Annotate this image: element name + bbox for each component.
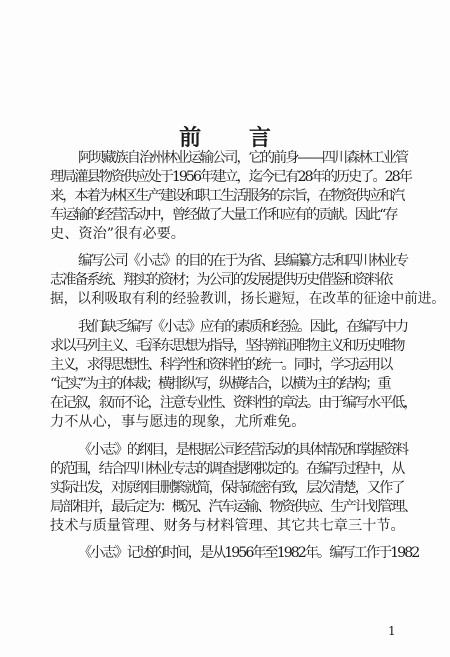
text-line: “记实”为主的体裁；横排纵写，纵横结合，以横为主的结构；重 xyxy=(50,376,390,392)
text-line: 史、资治”很有必要。 xyxy=(50,226,185,242)
text-line: 的范围，结合四川林业专志的调查提纲拟定的。在编写过程中，从 xyxy=(50,461,404,477)
text-line: 来，本着为林区生产建设和职工生活服务的宗旨，在物资供应和汽 xyxy=(50,188,404,204)
text-line: 在记叙，叙而不论，注意专业性、资料性的章法。由于编写水平低， xyxy=(50,395,416,411)
text-line: 实际出发，对原纲目删繁就简，保持疏密有致，层次清楚，又作了 xyxy=(50,480,404,496)
text-line: 阿坝藏族自治州林业运输公司，它的前身——四川森林工业管 xyxy=(78,150,408,166)
text-line: 求以马列主义、毛泽东思想为指导，坚持辩证唯物主义和历史唯物 xyxy=(50,338,404,354)
text-line: 理局灌县物资供应处于1956年建立，迄今已有28年的历史了。28年 xyxy=(50,169,411,185)
text-line: 局部相并，最后定为：概况、汽车运输、物资供应、生产计划管理、 xyxy=(50,499,416,515)
page-number: 1 xyxy=(388,624,396,638)
text-line: 志准备系统、翔实的资材；为公司的发展提供历史借鉴和资料依 xyxy=(50,272,392,288)
text-line: 据，以利吸取有利的经验教训，扬长避短，在改革的征途中前进。 xyxy=(50,291,445,307)
page-title: 前 言 xyxy=(179,126,291,151)
text-line: 《小志》的纲目，是根据公司经营活动的具体情况和掌握资料 xyxy=(78,442,408,458)
text-line: 技术与质量管理、财务与材料管理、其它共七章三十节。 xyxy=(50,518,405,534)
text-line: 车运输的经营活动中，曾经做了大量工作和应有的贡献。因此“存 xyxy=(50,207,397,223)
text-line: 主义，求得思想性、科学性和资料性的统一。同时，学习运用以 xyxy=(50,357,392,373)
text-line: 编写公司《小志》的目的在于为省、县编纂方志和四川林业专 xyxy=(78,253,408,269)
text-line: 《小志》记述的时间，是从1956年至1982年。编写工作于1982 xyxy=(78,545,419,561)
text-line: 力不从心，事与愿违的现象，尤所难免。 xyxy=(50,414,306,430)
text-line: 我们缺乏编写《小志》应有的素质和经验。因此，在编写中力 xyxy=(78,319,408,335)
